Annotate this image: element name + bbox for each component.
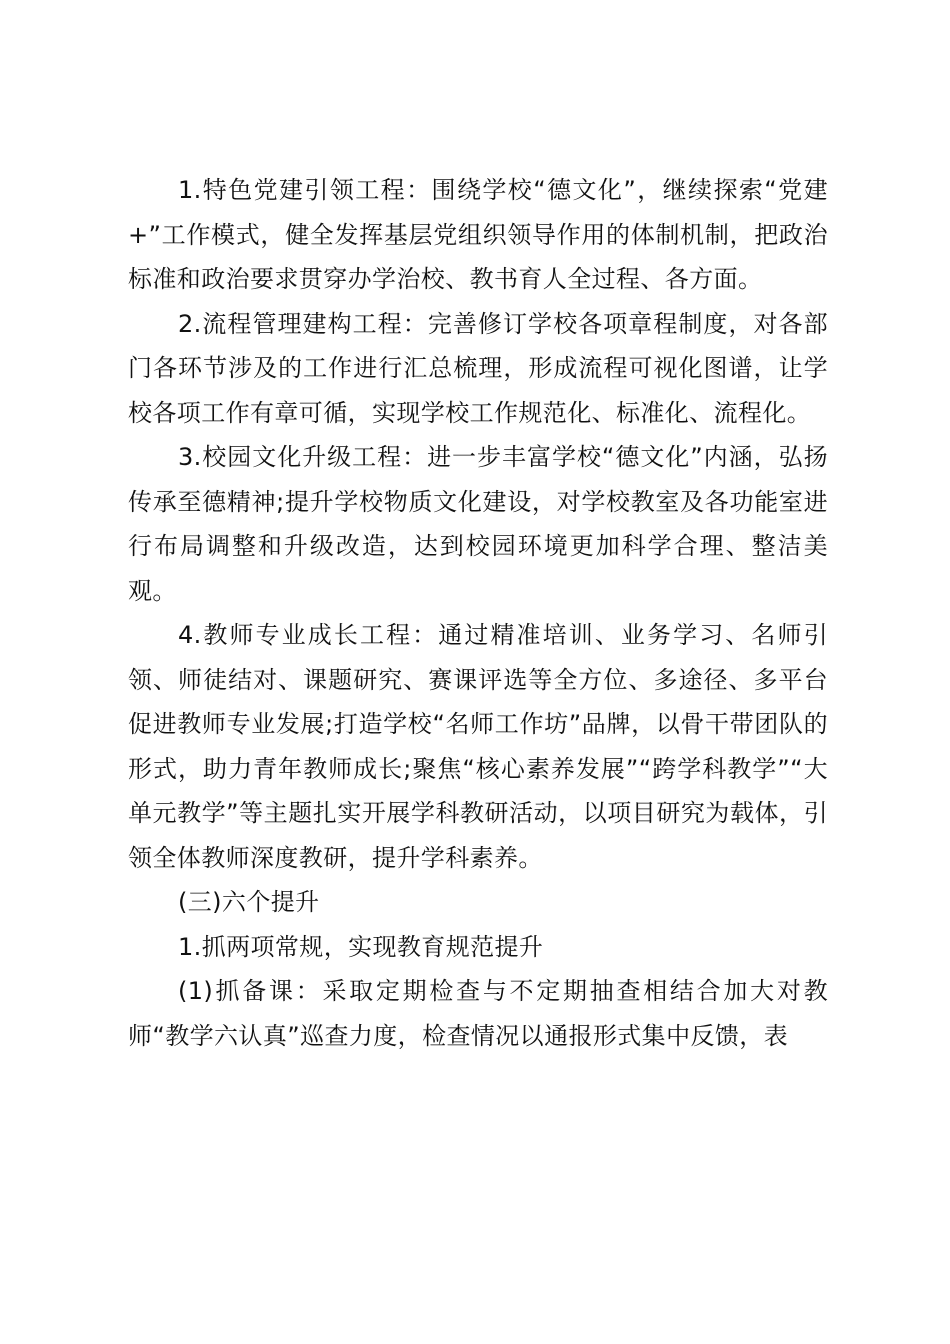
section-heading-six-improvements: (三)六个提升 bbox=[178, 888, 320, 916]
paragraph-process-management: 2.流程管理建构工程：完善修订学校各项章程制度，对各部门各环节涉及的工作进行汇总梳理，形成流程可视化图谱，让学校各项工作有章可循，实现学校工作规范化、标准化、流程化。 bbox=[128, 309, 828, 427]
paragraph-campus-culture: 3.校园文化升级工程：进一步丰富学校“德文化”内涵，弘扬传承至德精神;提升学校物质文化建设，对学校教室及各功能室进行布局调整和升级改造，达到校园环境更加科学合理、整洁美观。 bbox=[128, 443, 828, 605]
subheading-two-routines: 1.抓两项常规，实现教育规范提升 bbox=[178, 932, 544, 961]
paragraph-teacher-growth: 4.教师专业成长工程：通过精准培训、业务学习、名师引领、师徒结对、课题研究、赛课评选等全方位、多途径、多平台促进教师专业发展;打造学校“名师工作坊”品牌，以骨干带团队的形式，助力青年教师成长;聚焦“核心素养发展”“跨学科教学”“大单元教学”等主题扎实开展学科教研活动，以项目研究为载体，引领全体教师深度教研，提升学科素养。 bbox=[128, 621, 828, 872]
paragraph-lesson-preparation: (1)抓备课：采取定期检查与不定期抽查相结合加大对教师“教学六认真”巡查力度，检查情况以通报形式集中反馈，表 bbox=[128, 977, 828, 1050]
paragraph-party-building: 1.特色党建引领工程：围绕学校“德文化”，继续探索“党建+”工作模式，健全发挥基层党组织领导作用的体制机制，把政治标准和政治要求贯穿办学治校、教书育人全过程、各方面。 bbox=[128, 176, 828, 293]
document-body bbox=[128, 168, 828, 1058]
